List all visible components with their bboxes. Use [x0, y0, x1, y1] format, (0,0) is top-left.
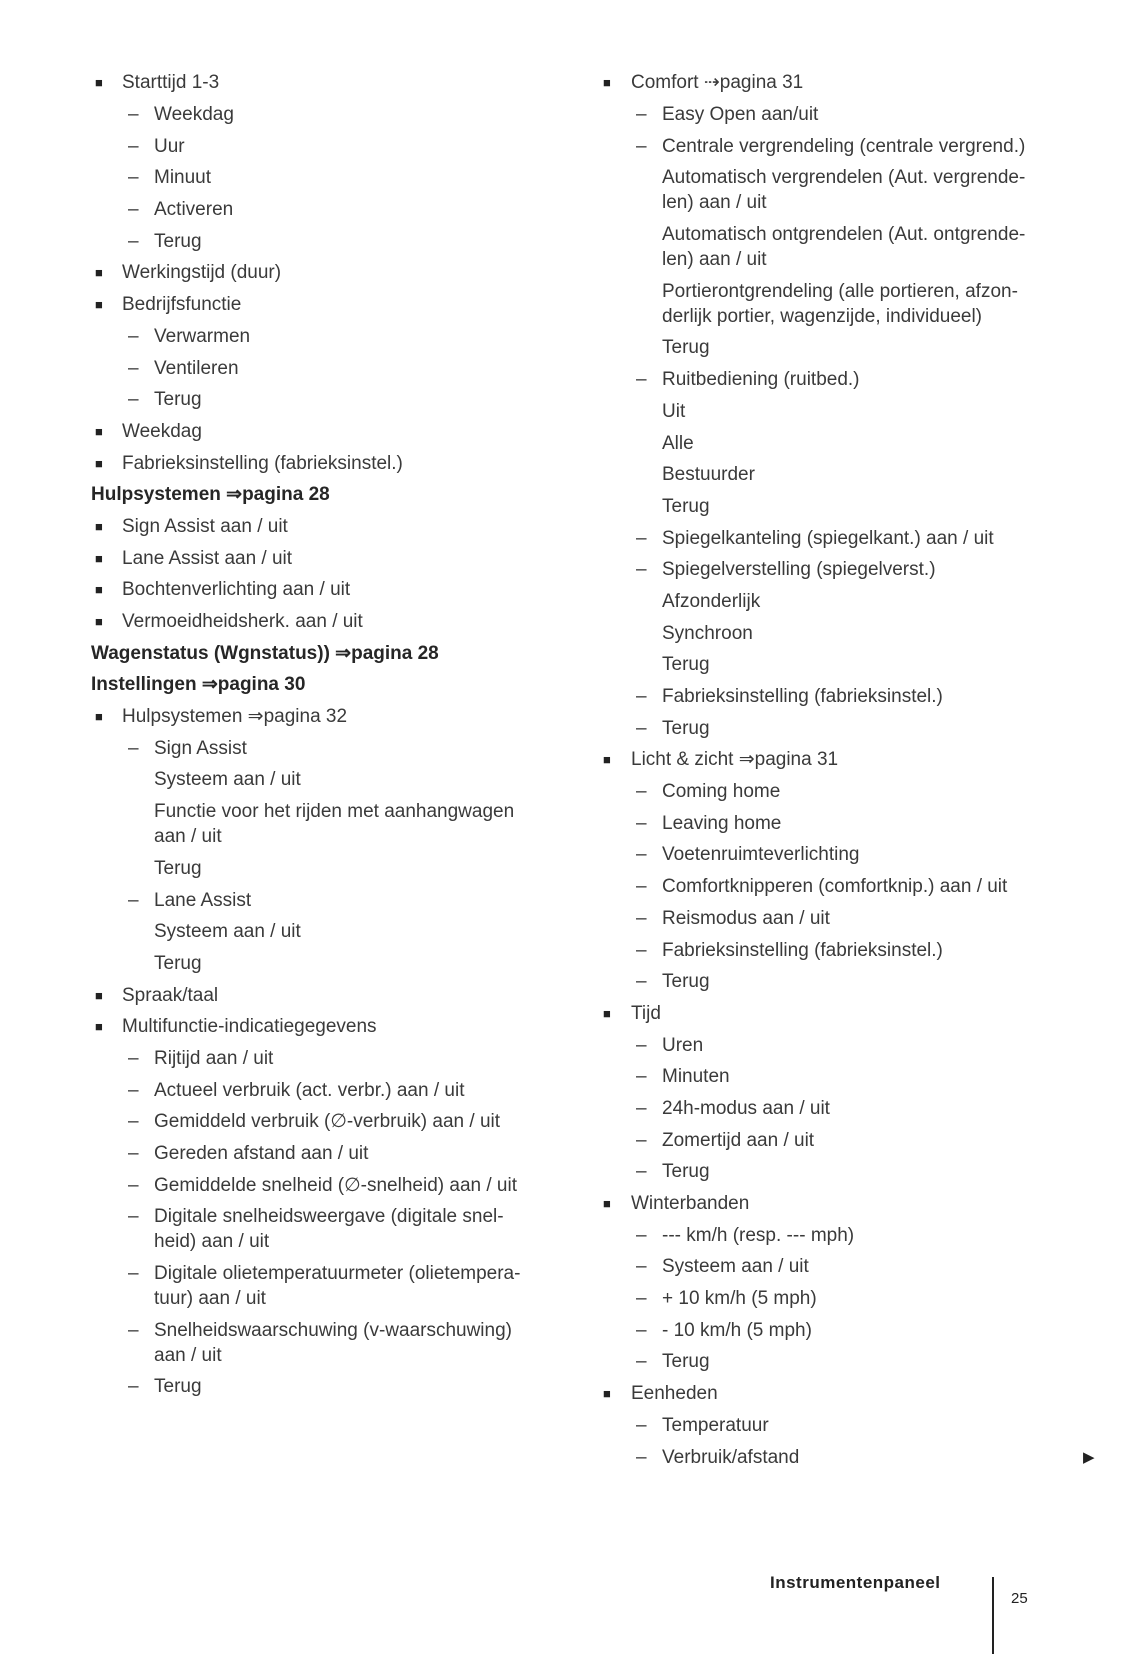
item-text: Systeem aan / uit: [154, 921, 301, 943]
item-text: Afzonderlijk: [662, 590, 761, 612]
bullet-square-icon: ■: [603, 1386, 611, 1402]
list-item: [0, 491, 1100, 523]
dash-marker-icon: –: [636, 781, 647, 803]
list-item: [0, 1219, 1100, 1251]
item-text: Multifunctie-indicatiegegevens: [122, 1016, 377, 1038]
bullet-square-icon: ■: [95, 455, 103, 471]
dash-marker-icon: –: [636, 1288, 647, 1310]
dash-marker-icon: –: [636, 812, 647, 834]
dash-marker-icon: –: [128, 889, 139, 911]
list-item: [0, 1314, 1100, 1346]
item-text: Functie voor het rijden met aanhangwagen: [154, 801, 515, 823]
dash-marker-icon: –: [128, 389, 139, 411]
dash-marker-icon: –: [636, 686, 647, 708]
item-text: tuur) aan / uit: [154, 1288, 266, 1310]
list-item: [0, 275, 1100, 332]
dash-marker-icon: –: [636, 559, 647, 581]
item-text: Leaving home: [662, 812, 782, 834]
item-text: Vermoeidheidsherk. aan / uit: [122, 611, 363, 633]
dash-marker-icon: –: [636, 1066, 647, 1088]
dash-marker-icon: –: [636, 1351, 647, 1373]
right-column: [0, 67, 1100, 1473]
bullet-square-icon: ■: [95, 1019, 103, 1035]
bullet-square-icon: ■: [95, 265, 103, 281]
item-text: + 10 km/h (5 mph): [662, 1288, 817, 1310]
item-text: Terug: [662, 654, 710, 676]
bullet-square-icon: ■: [95, 582, 103, 598]
list-item: [0, 1124, 1100, 1156]
dash-marker-icon: –: [636, 1446, 647, 1468]
item-text: Comfort ⇢pagina 31: [631, 72, 804, 94]
list-item: [0, 396, 1100, 428]
item-text: Bedrijfsfunctie: [122, 294, 242, 316]
item-text: Systeem aan / uit: [154, 769, 301, 791]
item-text: Minuut: [154, 167, 212, 189]
list-item: [0, 712, 1100, 744]
dash-marker-icon: –: [128, 737, 139, 759]
item-text: Uit: [662, 400, 686, 422]
dash-marker-icon: –: [636, 1256, 647, 1278]
item-text: Uren: [662, 1034, 704, 1056]
footer-divider: [992, 1577, 994, 1654]
item-text: --- km/h (resp. --- mph): [662, 1224, 855, 1246]
dash-marker-icon: –: [636, 1097, 647, 1119]
item-text: Terug: [154, 230, 202, 252]
item-text: Fabrieksinstelling (fabrieksinstel.): [662, 686, 943, 708]
bullet-square-icon: ■: [95, 614, 103, 630]
item-text: heid) aan / uit: [154, 1231, 270, 1253]
item-text: Terug: [662, 717, 710, 739]
list-item: [0, 130, 1100, 162]
list-item: [0, 427, 1100, 459]
item-text: Licht & zicht ⇒pagina 31: [631, 749, 839, 771]
item-text: Verbruik/afstand: [662, 1446, 800, 1468]
item-text: Portierontgrendeling (alle portieren, afzon-: [662, 280, 1018, 302]
list-item: [0, 871, 1100, 903]
list-item: [0, 681, 1100, 713]
section-title: Instrumentenpaneel: [770, 1573, 941, 1592]
item-text: Terug: [154, 389, 202, 411]
dash-marker-icon: –: [128, 1376, 139, 1398]
dash-marker-icon: –: [636, 1034, 647, 1056]
list-item: [0, 332, 1100, 364]
item-text: Sign Assist aan / uit: [122, 515, 288, 537]
item-text: Instellingen ⇒pagina 30: [91, 674, 306, 696]
bullet-square-icon: ■: [95, 423, 103, 439]
list-item: [0, 522, 1100, 554]
dash-marker-icon: –: [636, 1224, 647, 1246]
item-text: Activeren: [154, 199, 234, 221]
item-text: Hulpsystemen ⇒pagina 28: [91, 484, 330, 506]
list-item: [0, 903, 1100, 935]
item-text: Digitale snelheidsweergave (digitale snel-: [154, 1206, 504, 1228]
list-item: [0, 1029, 1100, 1061]
list-item: [0, 67, 1100, 99]
dash-marker-icon: –: [128, 1079, 139, 1101]
list-item: [0, 1410, 1100, 1442]
bullet-square-icon: ■: [603, 752, 611, 768]
dash-marker-icon: –: [128, 357, 139, 379]
list-item: [0, 1283, 1100, 1315]
list-item: [0, 554, 1100, 586]
dash-marker-icon: –: [128, 1111, 139, 1133]
item-text: Uur: [154, 135, 185, 157]
item-text: Terug: [154, 857, 202, 879]
dash-marker-icon: –: [636, 844, 647, 866]
item-text: Starttijd 1-3: [122, 72, 220, 94]
item-text: Coming home: [662, 781, 781, 803]
list-item: [0, 934, 1100, 966]
item-text: Terug: [662, 495, 710, 517]
list-item: [0, 1188, 1100, 1220]
dash-marker-icon: –: [636, 907, 647, 929]
item-text: Synchroon: [662, 622, 753, 644]
list-item: [0, 1378, 1100, 1410]
bullet-square-icon: ■: [603, 1196, 611, 1212]
page-number: 25: [1011, 1590, 1028, 1607]
dash-marker-icon: –: [636, 1414, 647, 1436]
bullet-square-icon: ■: [95, 75, 103, 91]
bullet-square-icon: ■: [603, 1005, 611, 1021]
dash-marker-icon: –: [128, 104, 139, 126]
bullet-square-icon: ■: [95, 297, 103, 313]
item-text: Comfortknipperen (comfortknip.) aan / uit: [662, 876, 1008, 898]
item-text: Terug: [662, 337, 710, 359]
item-text: Voetenruimteverlichting: [662, 844, 860, 866]
list-item: [0, 1251, 1100, 1283]
item-text: Terug: [154, 952, 202, 974]
dash-marker-icon: –: [128, 1206, 139, 1228]
dash-marker-icon: –: [128, 325, 139, 347]
item-text: Automatisch ontgrendelen (Aut. ontgrende-: [662, 224, 1026, 246]
bullet-square-icon: ■: [95, 550, 103, 566]
item-text: Automatisch vergrendelen (Aut. vergrende-: [662, 167, 1026, 189]
item-text: Terug: [154, 1376, 202, 1398]
item-text: Weekdag: [154, 104, 234, 126]
dash-marker-icon: –: [128, 1174, 139, 1196]
item-text: Easy Open aan/uit: [662, 104, 819, 126]
dash-marker-icon: –: [128, 1319, 139, 1341]
list-item: [0, 776, 1100, 808]
list-item: [0, 998, 1100, 1030]
item-text: Hulpsystemen ⇒pagina 32: [122, 706, 348, 728]
item-text: Eenheden: [631, 1383, 718, 1405]
dash-marker-icon: –: [636, 369, 647, 391]
item-text: Ruitbediening (ruitbed.): [662, 369, 860, 391]
dash-marker-icon: –: [636, 527, 647, 549]
dash-marker-icon: –: [128, 1143, 139, 1165]
list-item: [0, 807, 1100, 839]
bullet-square-icon: ■: [95, 518, 103, 534]
item-text: Rijtijd aan / uit: [154, 1047, 274, 1069]
item-text: Reismodus aan / uit: [662, 907, 830, 929]
item-text: derlijk portier, wagenzijde, individueel): [662, 305, 983, 327]
item-text: Digitale olietemperatuurmeter (olietempera-: [154, 1263, 521, 1285]
list-item: [0, 649, 1100, 681]
item-text: Snelheidswaarschuwing (v-waarschuwing): [154, 1319, 512, 1341]
dash-marker-icon: –: [128, 199, 139, 221]
item-text: Systeem aan / uit: [662, 1256, 809, 1278]
item-text: len) aan / uit: [662, 249, 767, 271]
dash-marker-icon: –: [128, 1047, 139, 1069]
next-page-arrow-icon: ▶: [1083, 1449, 1095, 1466]
item-text: 24h-modus aan / uit: [662, 1097, 830, 1119]
item-text: - 10 km/h (5 mph): [662, 1319, 812, 1341]
item-text: Minuten: [662, 1066, 730, 1088]
list-item: [0, 219, 1100, 276]
bullet-square-icon: ■: [95, 709, 103, 725]
item-text: Winterbanden: [631, 1193, 750, 1215]
dash-marker-icon: –: [636, 876, 647, 898]
dash-marker-icon: –: [636, 1129, 647, 1151]
item-text: Sign Assist: [154, 737, 247, 759]
list-item: [0, 1156, 1100, 1188]
item-text: aan / uit: [154, 826, 222, 848]
dash-marker-icon: –: [636, 1319, 647, 1341]
item-text: Bestuurder: [662, 464, 755, 486]
list-item: [0, 162, 1100, 219]
item-text: Terug: [662, 1351, 710, 1373]
item-text: Ventileren: [154, 357, 239, 379]
item-text: Weekdag: [122, 420, 202, 442]
item-text: Gemiddelde snelheid (∅-snelheid) aan / uit: [154, 1174, 517, 1196]
item-text: Verwarmen: [154, 325, 251, 347]
item-text: aan / uit: [154, 1344, 222, 1366]
item-text: Wagenstatus (Wgnstatus)) ⇒pagina 28: [91, 642, 439, 664]
list-item: [0, 1061, 1100, 1093]
item-text: Zomertijd aan / uit: [662, 1129, 815, 1151]
dash-marker-icon: –: [128, 1263, 139, 1285]
bullet-square-icon: ■: [603, 75, 611, 91]
list-item: [0, 839, 1100, 871]
dash-marker-icon: –: [128, 135, 139, 157]
list-item: [0, 1441, 1100, 1473]
item-text: Gemiddeld verbruik (∅-verbruik) aan / uit: [154, 1111, 501, 1133]
dash-marker-icon: –: [636, 971, 647, 993]
item-text: Tijd: [631, 1002, 661, 1024]
dash-marker-icon: –: [636, 135, 647, 157]
list-item: [0, 459, 1100, 491]
list-item: [0, 364, 1100, 396]
item-text: len) aan / uit: [662, 192, 767, 214]
list-item: [0, 1093, 1100, 1125]
item-text: Terug: [662, 971, 710, 993]
list-item: [0, 99, 1100, 131]
item-text: Bochtenverlichting aan / uit: [122, 579, 351, 601]
item-text: Fabrieksinstelling (fabrieksinstel.): [662, 939, 943, 961]
dash-marker-icon: –: [128, 230, 139, 252]
dash-marker-icon: –: [636, 717, 647, 739]
bullet-square-icon: ■: [95, 987, 103, 1003]
item-text: Alle: [662, 432, 694, 454]
item-text: Terug: [662, 1161, 710, 1183]
list-item: [0, 744, 1100, 776]
item-text: Spraak/taal: [122, 984, 219, 1006]
item-text: Centrale vergrendeling (centrale vergrend.): [662, 135, 1026, 157]
list-item: [0, 966, 1100, 998]
list-item: [0, 1346, 1100, 1378]
list-item: [0, 617, 1100, 649]
item-text: Fabrieksinstelling (fabrieksinstel.): [122, 452, 403, 474]
dash-marker-icon: –: [636, 1161, 647, 1183]
item-text: Spiegelverstelling (spiegelverst.): [662, 559, 936, 581]
item-text: Temperatuur: [662, 1414, 769, 1436]
item-text: Gereden afstand aan / uit: [154, 1143, 369, 1165]
item-text: Werkingstijd (duur): [122, 262, 282, 284]
item-text: Lane Assist: [154, 889, 252, 911]
list-item: [0, 586, 1100, 618]
item-text: Lane Assist aan / uit: [122, 547, 293, 569]
dash-marker-icon: –: [128, 167, 139, 189]
item-text: Spiegelkanteling (spiegelkant.) aan / uit: [662, 527, 994, 549]
item-text: Actueel verbruik (act. verbr.) aan / uit: [154, 1079, 465, 1101]
dash-marker-icon: –: [636, 939, 647, 961]
dash-marker-icon: –: [636, 104, 647, 126]
